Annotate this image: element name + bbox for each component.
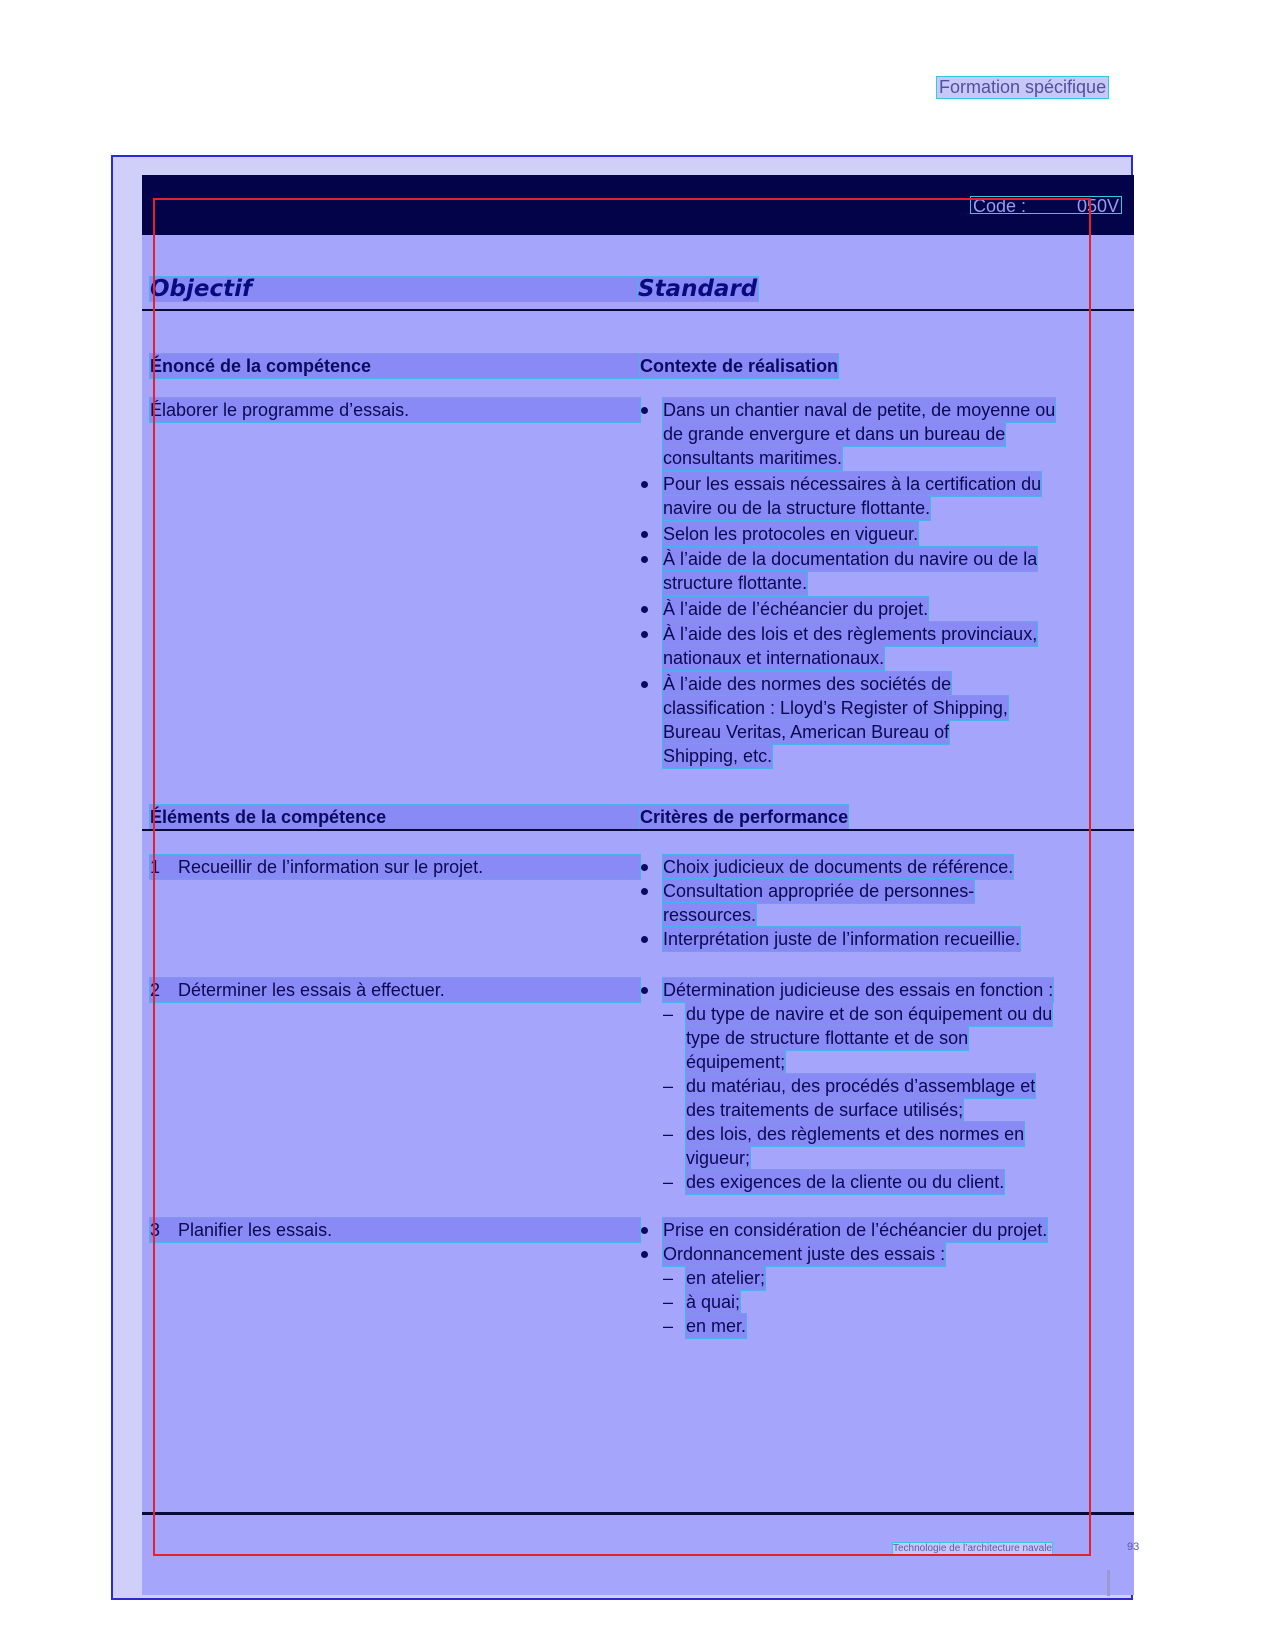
criterion-line: Ordonnancement juste des essais : xyxy=(663,1244,946,1264)
bullet-icon xyxy=(641,936,648,943)
context-item-line: Dans un chantier naval de petite, de moyenne ou xyxy=(663,400,1056,420)
context-item-line: classification : Lloyd’s Register of Shipping, xyxy=(663,698,1008,718)
code-field xyxy=(970,196,1122,214)
bullet-icon xyxy=(641,481,648,488)
footer-program: Technologie de l’architecture navale xyxy=(893,1543,1052,1554)
objective-heading: Objectif xyxy=(150,277,640,301)
criterion-line: Choix judicieux de documents de référence. xyxy=(663,857,1014,877)
bullet-icon xyxy=(641,606,648,613)
code-value: 050V xyxy=(1076,196,1119,216)
context-item-line: Shipping, etc. xyxy=(663,746,773,766)
criterion-line: Interprétation juste de l’information recueillie. xyxy=(663,929,1021,949)
sub-criterion-line: du type de navire et de son équipement ou du xyxy=(686,1004,1053,1024)
elements-rule xyxy=(142,829,1134,831)
bullet-icon xyxy=(641,1251,648,1258)
sub-criterion-line: en atelier; xyxy=(686,1268,766,1288)
criterion-line: Détermination judicieuse des essais en fonction : xyxy=(663,980,1054,1000)
bullet-icon xyxy=(641,1227,648,1234)
sub-criterion-line: du matériau, des procédés d’assemblage et xyxy=(686,1076,1036,1096)
dash-icon: – xyxy=(663,1124,674,1144)
bullet-icon xyxy=(641,631,648,638)
footer-page-number: 93 xyxy=(1127,1541,1140,1553)
elements-title: Éléments de la compétence xyxy=(150,805,640,829)
bullet-icon xyxy=(641,556,648,563)
sub-criterion-line: à quai; xyxy=(686,1292,741,1312)
sub-criterion-line: en mer. xyxy=(686,1316,747,1336)
section-label: Formation spécifique xyxy=(936,76,1109,99)
context-item-line: Selon les protocoles en vigueur. xyxy=(663,524,919,544)
bullet-icon xyxy=(641,681,648,688)
context-item-line: À l’aide de la documentation du navire ou de la xyxy=(663,549,1038,569)
footer-rule xyxy=(142,1512,1134,1515)
element-number: 1 xyxy=(150,857,161,877)
criteria-title: Critères de performance xyxy=(640,807,849,827)
element-number: 2 xyxy=(150,980,161,1000)
bullet-icon xyxy=(641,888,648,895)
standard-heading: Standard xyxy=(638,276,758,302)
context-item-line: À l’aide de l’échéancier du projet. xyxy=(663,599,929,619)
element-row xyxy=(150,978,640,1002)
dash-icon: – xyxy=(663,1292,674,1312)
footer-mark xyxy=(1107,1570,1110,1596)
sub-criterion-line: équipement; xyxy=(686,1052,786,1072)
dash-icon: – xyxy=(663,1004,674,1024)
bullet-icon xyxy=(641,864,648,871)
element-row xyxy=(150,1218,640,1242)
context-item-line: Pour les essais nécessaires à la certification du xyxy=(663,474,1042,494)
sub-criterion-line: des traitements de surface utilisés; xyxy=(686,1100,964,1120)
statement-title: Énoncé de la compétence xyxy=(150,354,640,378)
dash-icon: – xyxy=(663,1076,674,1096)
element-row xyxy=(150,855,640,879)
criterion-line: Prise en considération de l’échéancier du projet. xyxy=(663,1220,1048,1240)
code-label: Code : xyxy=(973,196,1027,216)
context-item-line: structure flottante. xyxy=(663,573,808,593)
dash-icon: – xyxy=(663,1268,674,1288)
sub-criterion-line: des lois, des règlements et des normes en xyxy=(686,1124,1025,1144)
dash-icon: – xyxy=(663,1316,674,1336)
dash-icon: – xyxy=(663,1172,674,1192)
sub-criterion-line: des exigences de la cliente ou du client. xyxy=(686,1172,1005,1192)
context-item-line: nationaux et internationaux. xyxy=(663,648,885,668)
content-area xyxy=(142,175,1134,1595)
context-item-line: Bureau Veritas, American Bureau of xyxy=(663,722,950,742)
statement-text: Élaborer le programme d’essais. xyxy=(150,398,640,422)
context-item-line: navire ou de la structure flottante. xyxy=(663,498,931,518)
element-text: Recueillir de l’information sur le projet. xyxy=(178,857,484,877)
bullet-icon xyxy=(641,987,648,994)
context-item-line: À l’aide des lois et des règlements provinciaux, xyxy=(663,624,1038,644)
element-text: Déterminer les essais à effectuer. xyxy=(178,980,445,1000)
heading-rule xyxy=(142,309,1134,311)
context-title: Contexte de réalisation xyxy=(640,356,839,376)
sub-criterion-line: type de structure flottante et de son xyxy=(686,1028,969,1048)
context-item-line: À l’aide des normes des sociétés de xyxy=(663,674,952,694)
element-text: Planifier les essais. xyxy=(178,1220,333,1240)
context-item-line: consultants maritimes. xyxy=(663,448,843,468)
context-item-line: de grande envergure et dans un bureau de xyxy=(663,424,1006,444)
bullet-icon xyxy=(641,531,648,538)
criterion-line: ressources. xyxy=(663,905,757,925)
sub-criterion-line: vigueur; xyxy=(686,1148,751,1168)
bullet-icon xyxy=(641,407,648,414)
criterion-line: Consultation appropriée de personnes- xyxy=(663,881,975,901)
element-number: 3 xyxy=(150,1220,161,1240)
